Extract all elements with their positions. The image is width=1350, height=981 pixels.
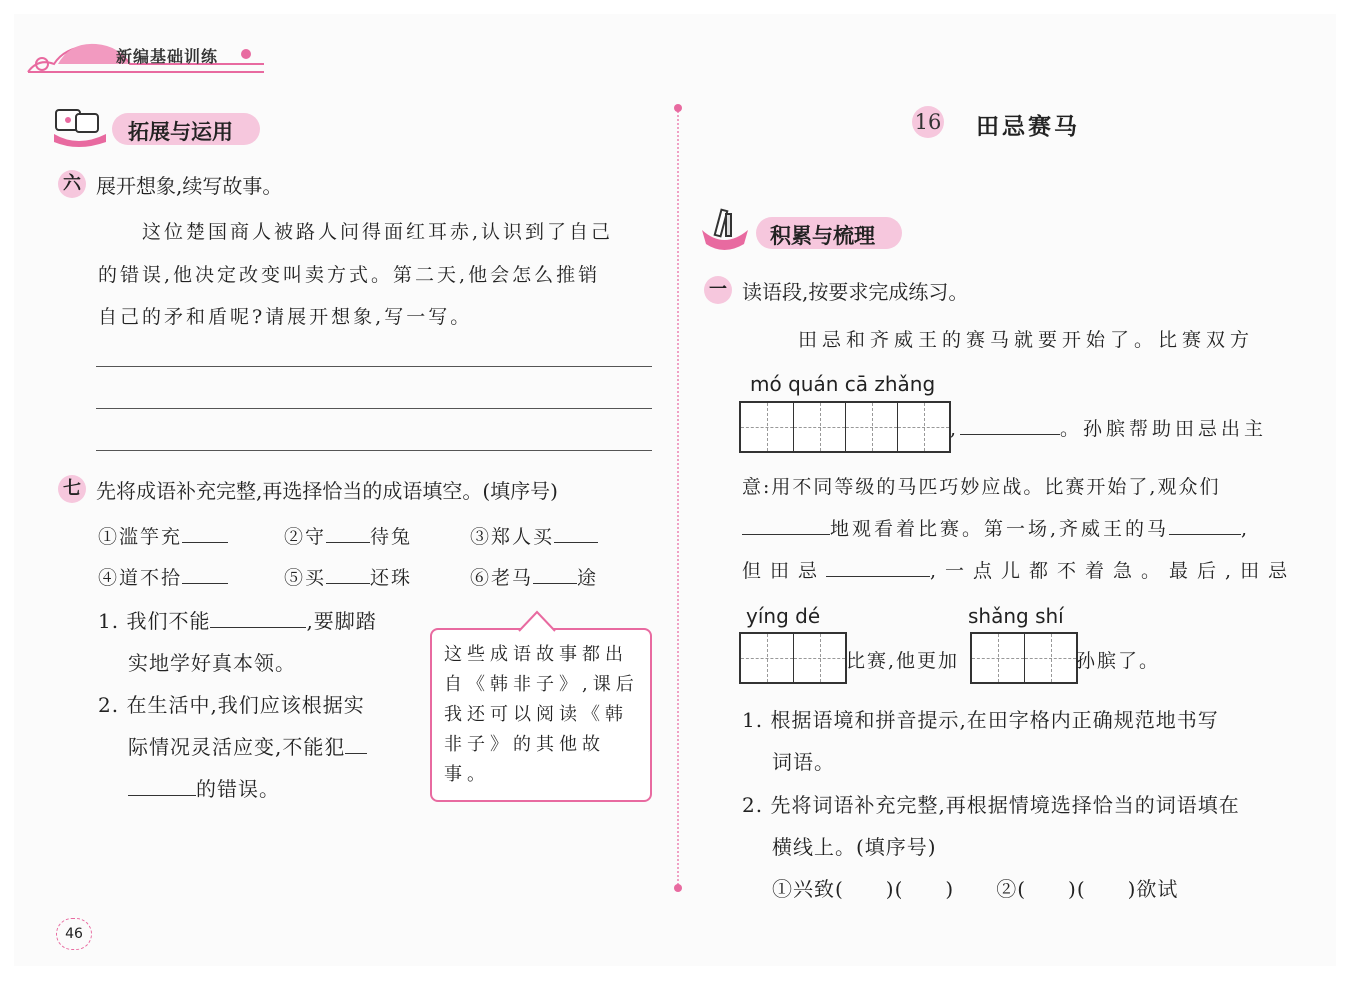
sentence-2-line-2: 际情况灵活应变,不能犯 [128, 731, 367, 760]
tianzige-grid-2[interactable] [739, 632, 847, 684]
idiom-4: ④道不拾 [98, 563, 228, 590]
idiom-2-blank[interactable] [326, 542, 370, 543]
question-number-6: 六 [58, 170, 86, 198]
pinyin-hint-3: shǎng shí [968, 604, 1064, 628]
computer-books-icon [52, 104, 112, 150]
question-number-1: 一 [704, 276, 732, 304]
question-number-7: 七 [58, 475, 86, 503]
passage-blank-1[interactable] [960, 434, 1060, 435]
sub-question-2-line-2: 横线上。(填序号) [772, 835, 937, 859]
question-1-title: 读语段,按要求完成练习。 [742, 280, 969, 304]
sentence-1-line-2: 实地学好真本领。 [128, 651, 296, 675]
tianzige-grid-3[interactable] [970, 632, 1078, 684]
question-6-text-line-1: 这位楚国商人被路人问得面红耳赤,认识到了自己 [142, 221, 614, 243]
pen-holder-icon [696, 206, 756, 252]
tip-text: 这些成语故事都出自《韩非子》,课后我还可以阅读《韩非子》的其他故事。 [444, 644, 639, 785]
sub-question-1-line-1: 1. 根据语境和拼音提示,在田字格内正确规范地书写 [742, 708, 1219, 732]
question-7-title: 先将成语补充完整,再选择恰当的成语填空。(填序号) [96, 479, 558, 503]
passage-line-6b: 孙膑了。 [1076, 650, 1161, 672]
tip-pointer [518, 610, 556, 632]
idiom-5: ⑤买 还珠 [284, 567, 413, 589]
sentence-2-line-1: 2. 在生活中,我们应该根据实 [98, 693, 365, 717]
sentence-2-blank-a[interactable] [345, 753, 367, 754]
question-6-text-line-2: 的错误,他决定改变叫卖方式。第二天,他会怎么推销 [98, 264, 601, 286]
tianzige-grid-1[interactable] [739, 401, 951, 453]
divider-dot-bottom [674, 884, 682, 892]
idiom-1-blank[interactable] [182, 542, 228, 543]
passage-line-1: 田忌和齐威王的赛马就要开始了。比赛双方 [798, 329, 1255, 351]
brand-title: 新编基础训练 [116, 47, 219, 66]
idiom-6: ⑥老马 途 [470, 567, 599, 589]
sentence-2-line-3: 的错误。 [128, 773, 280, 802]
page-divider [677, 108, 679, 888]
sentence-2-blank-b[interactable] [128, 795, 196, 796]
sentence-1-line-1: 1. 我们不能 ,要脚踏 [98, 609, 377, 633]
pinyin-hint-1: mó quán cā zhǎng [750, 372, 936, 396]
passage-blank-4[interactable] [826, 576, 930, 577]
idiom-1: ①滥竽充 [98, 522, 228, 549]
answer-line-2[interactable] [96, 408, 652, 409]
idiom-6-blank[interactable] [533, 583, 577, 584]
idiom-5-blank[interactable] [326, 583, 370, 584]
idiom-2: ②守 待兔 [284, 526, 413, 548]
question-6-title: 展开想象,续写故事。 [96, 174, 283, 198]
divider-dot-top [674, 104, 682, 112]
passage-blank-3[interactable] [1169, 534, 1241, 535]
section-banner-expand-label: 拓展与运用 [128, 120, 233, 144]
passage-line-5: 但田忌 ,一点儿都不着急。最后,田忌 [742, 560, 1297, 582]
lesson-number: 16 [914, 110, 942, 134]
answer-line-3[interactable] [96, 450, 652, 451]
lesson-title: 田忌赛马 [976, 114, 1080, 140]
passage-line-3: 意:用不同等级的马匹巧妙应战。比赛开始了,观众们 [742, 476, 1221, 498]
sub-question-2-line-1: 2. 先将词语补充完整,再根据情境选择恰当的词语填在 [742, 793, 1240, 817]
idiom-3-blank[interactable] [554, 542, 598, 543]
passage-line-6a: 比赛,他更加 [846, 650, 960, 672]
idiom-4-blank[interactable] [182, 583, 228, 584]
pinyin-hint-2: yíng dé [746, 604, 821, 628]
tip-bubble [430, 628, 652, 802]
sentence-1-blank[interactable] [210, 627, 306, 628]
page-number: 46 [56, 918, 92, 950]
passage-blank-2[interactable] [742, 534, 830, 535]
word-options: ①兴致( )( ) ②( )( )欲试 [772, 877, 1179, 901]
passage-line-2: , 。孙膑帮助田忌出主 [950, 418, 1268, 440]
passage-line-4: 地观看着比赛。第一场,齐威王的马 , [742, 514, 1250, 541]
answer-line-1[interactable] [96, 366, 652, 367]
idiom-3: ③郑人买 [470, 522, 598, 549]
question-6-text-line-3: 自己的矛和盾呢?请展开想象,写一写。 [98, 306, 473, 328]
section-banner-accumulate-label: 积累与梳理 [770, 224, 875, 248]
sub-question-1-line-2: 词语。 [772, 750, 835, 774]
